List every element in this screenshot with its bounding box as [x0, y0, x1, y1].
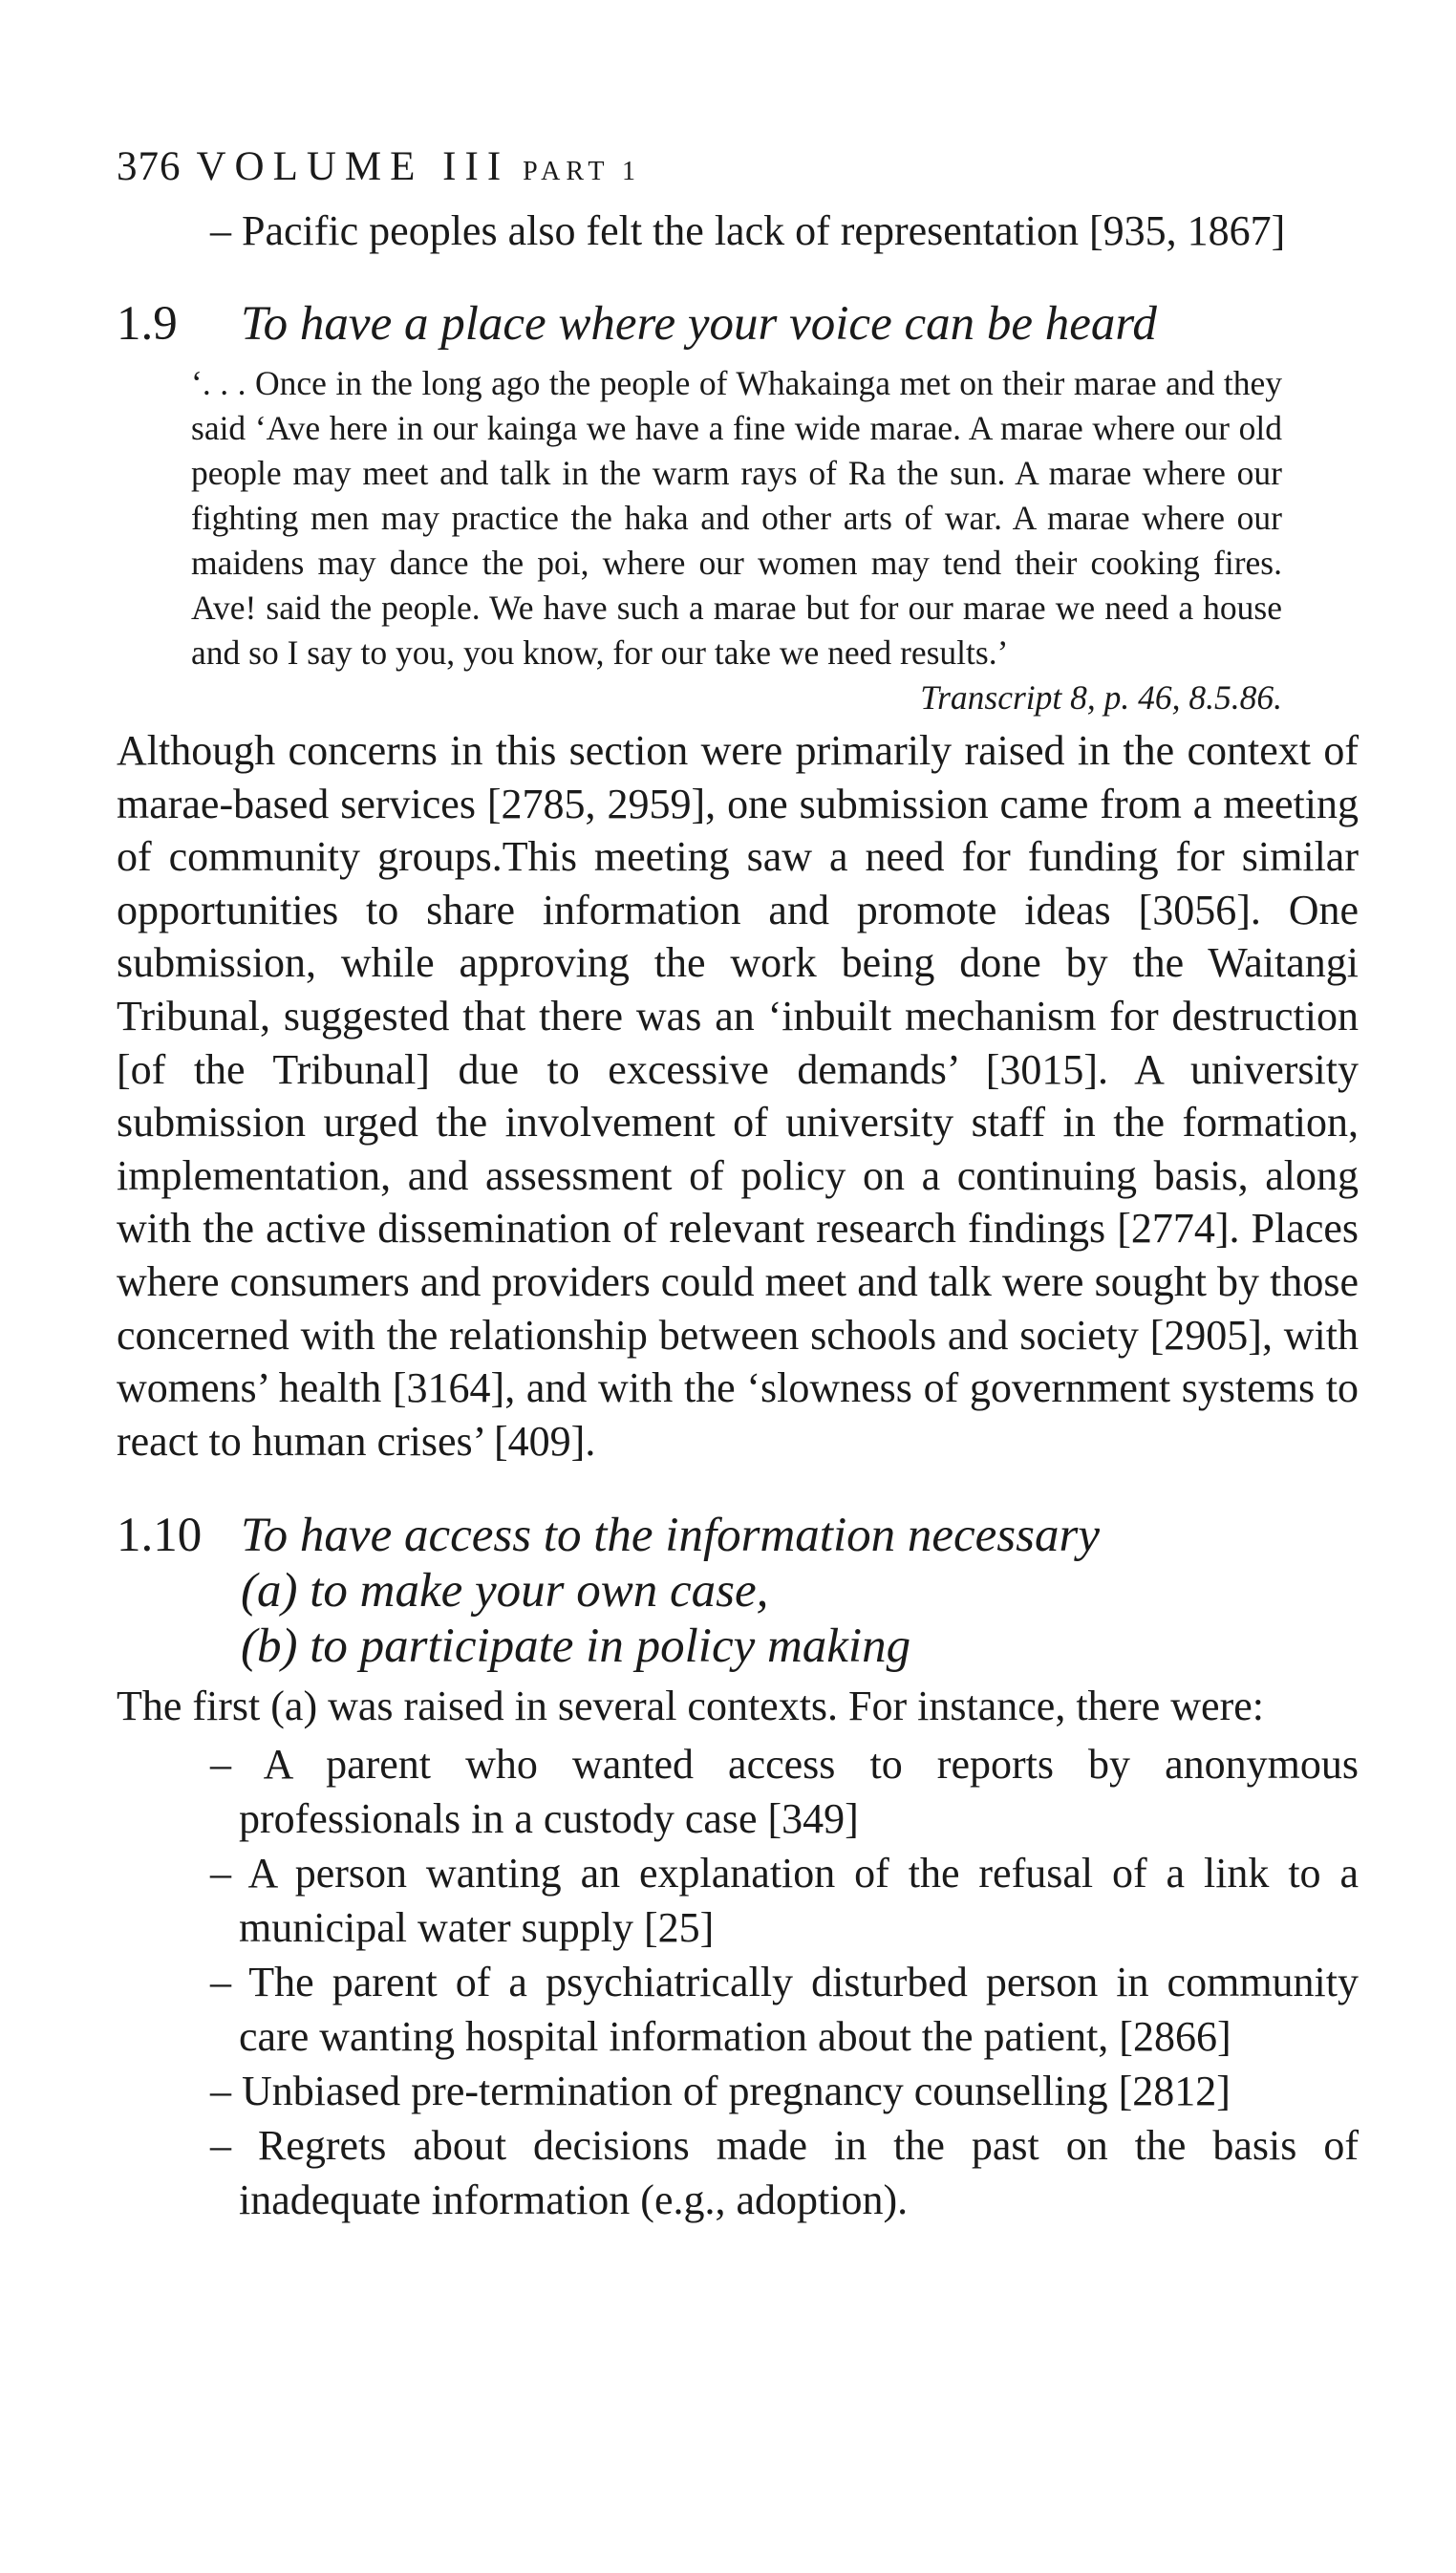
- list-item: – A person wanting an explanation of the refusal of a link to a municipal water supply [25]: [210, 1849, 1359, 1951]
- page-number: 376: [117, 144, 182, 189]
- bullet-list: [117, 1737, 1359, 2227]
- list-item: – Regrets about decisions made in the past on the basis of inadequate information (e.g., adoption).: [210, 2121, 1359, 2223]
- body-paragraph: Although concerns in this section were primarily raised in the context of marae-based services [2785, 2959], one submission came from a meeting of community groups.This meeting saw a need for funding for similar opportunities to share information and promote ideas [3056]. One submission, while approving the work being done by the Waitangi Tribunal, suggested that there was an ‘inbuilt mechanism for destruction [of the Tribunal] due to excessive demands’ [3015]. A university submission urged the involvement of university staff in the formation, implementation, and assessment of policy on a continuing basis, along with the active dissemination of relevant research findings [2774]. Places where consumers and providers could meet and talk were sought by those concerned with the relationship between schools and society [2905], with womens’ health [3164], and with the ‘slowness of government systems to react to human crises’ [409].: [117, 727, 1359, 1465]
- section-title-line: To have a place where your voice can be heard: [241, 297, 1157, 351]
- volume-label: VOLUME III: [196, 144, 510, 189]
- section-title: [241, 1508, 1100, 1674]
- section-title-line: To have access to the information necessary: [241, 1509, 1100, 1563]
- quote-text: ‘. . . Once in the long ago the people of Whakainga met on their marae and they said ‘Ave here in our kainga we have a fine wide marae. A marae where our old people may meet and talk in the warm rays of Ra the sun. A marae where our fighting men may practice the haka and other arts of war. A marae where our maidens may dance the poi, where our women may tend their cooking fires. Ave! said the people. We have such a marae but for our marae we need a house and so I say to you, you know, for our take we need results.’: [191, 364, 1282, 672]
- block-quote: [191, 361, 1282, 720]
- section-heading-1-10: [117, 1508, 1359, 1674]
- part-label: PART 1: [523, 157, 641, 186]
- list-item: – A parent who wanted access to reports by anonymous professionals in a custody case [349]: [210, 1740, 1359, 1842]
- section-number: 1.10: [117, 1509, 203, 1563]
- section-number: 1.9: [117, 297, 178, 351]
- list-item: – Unbiased pre-termination of pregnancy counselling [2812]: [210, 2067, 1231, 2114]
- document-page: [117, 143, 1359, 2227]
- body-paragraph: The first (a) was raised in several contexts. For instance, there were:: [117, 1683, 1264, 1730]
- section-title-line: (a) to make your own case,: [241, 1564, 769, 1619]
- section-title-line: (b) to participate in policy making: [241, 1619, 911, 1674]
- list-item: – Pacific peoples also felt the lack of representation [935, 1867]: [210, 207, 1286, 254]
- running-head: [117, 143, 1359, 190]
- section-title: [241, 296, 1157, 352]
- section-heading-1-9: [117, 296, 1359, 352]
- quote-source: Transcript 8, p. 46, 8.5.86.: [920, 678, 1282, 717]
- list-item: – The parent of a psychiatrically disturbed person in community care wanting hospital information about the patient, [2866]: [210, 1958, 1359, 2060]
